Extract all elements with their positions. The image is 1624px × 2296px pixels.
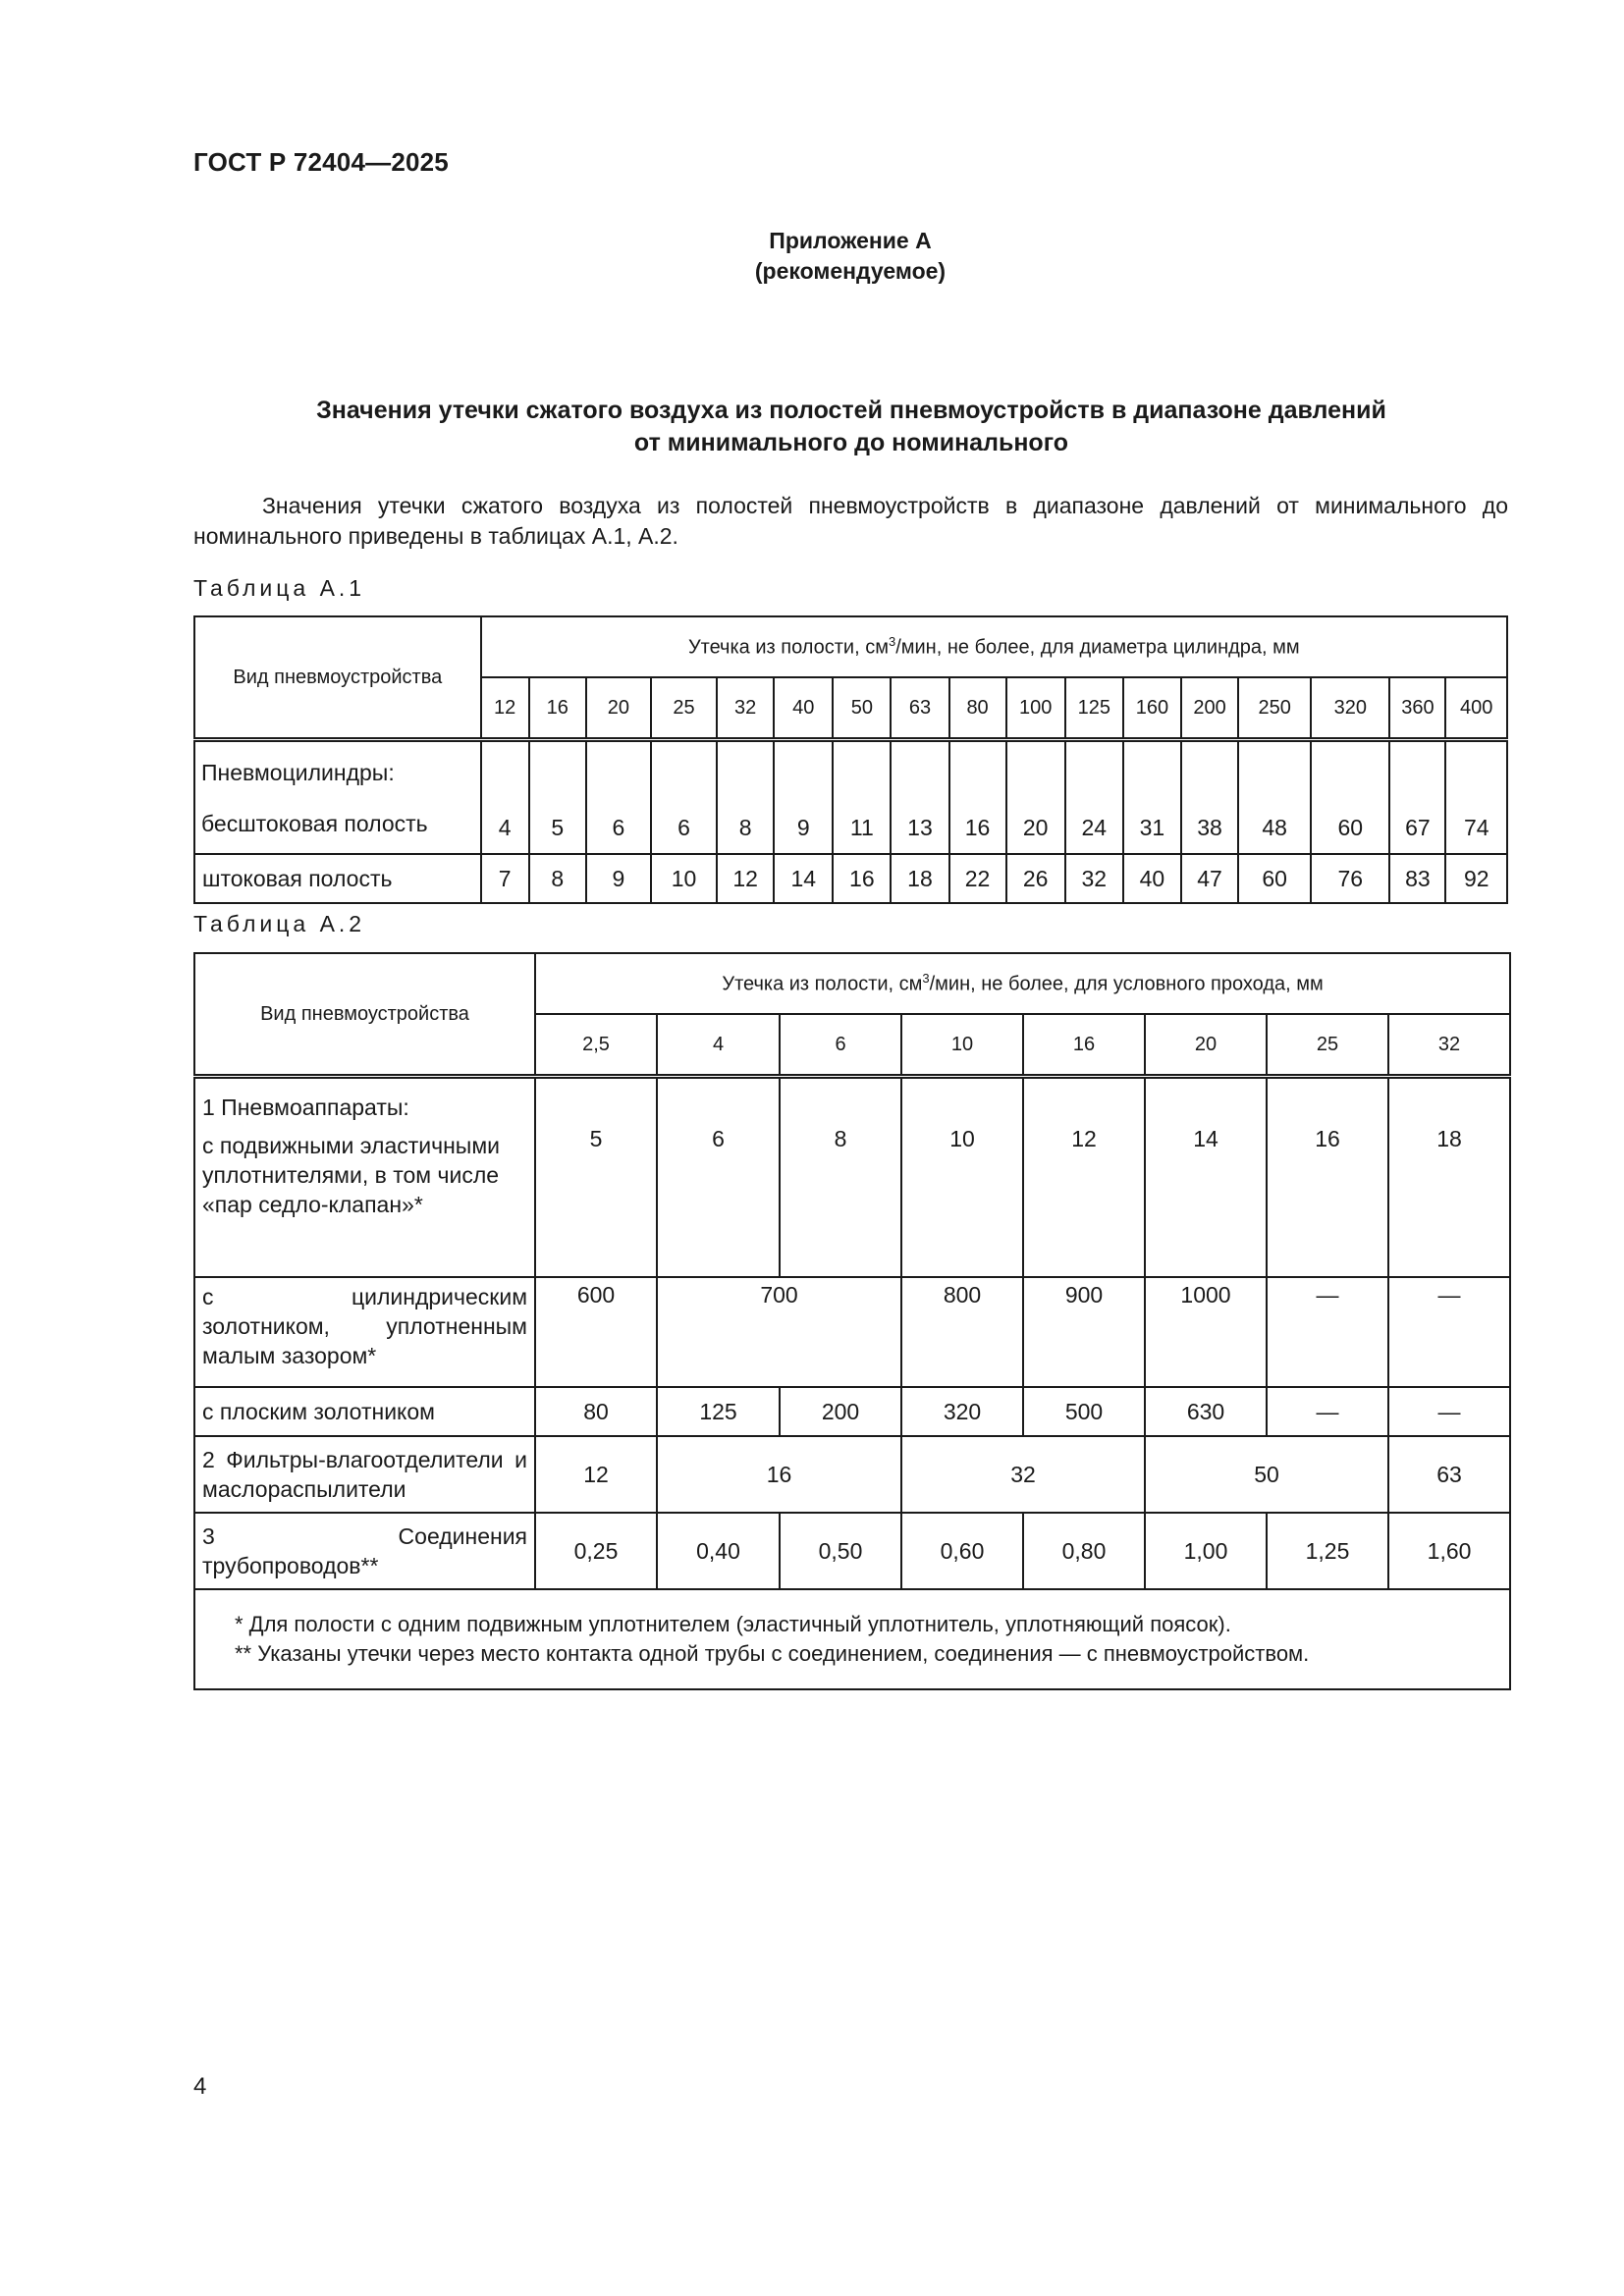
table-a1-diameter: 50 <box>833 677 891 740</box>
table-cell: — <box>1267 1277 1388 1387</box>
table-a1-caption: Таблица А.1 <box>193 575 366 601</box>
table-cell: 9 <box>586 854 651 903</box>
table-a1-diameter: 25 <box>651 677 717 740</box>
table-cell: 10 <box>651 854 717 903</box>
table-a2-row-label <box>194 1077 535 1278</box>
table-cell: 20 <box>1006 740 1065 855</box>
table-cell: 24 <box>1065 740 1123 855</box>
table-a1-group-label: Пневмоцилиндры: <box>201 759 395 785</box>
table-cell: 6 <box>651 740 717 855</box>
table-cell: 1,25 <box>1267 1513 1388 1589</box>
table-a2-row3-label: с плоским золотником <box>194 1387 535 1436</box>
table-cell: 80 <box>535 1387 657 1436</box>
table-a2-row1-label-line: «пар седло-клапан»* <box>202 1192 423 1217</box>
table-cell: 8 <box>780 1077 901 1278</box>
table-a2-row1-label-line: с подвижными эластичными <box>202 1133 500 1158</box>
table-a2-passage: 32 <box>1388 1014 1510 1077</box>
table-a2-passage: 20 <box>1145 1014 1267 1077</box>
table-cell: 11 <box>833 740 891 855</box>
table-cell: 18 <box>1388 1077 1510 1278</box>
main-title-line-1: Значения утечки сжатого воздуха из полостей пневмоустройств в диапазоне давлений <box>316 397 1386 424</box>
table-cell: 16 <box>949 740 1006 855</box>
table-a2-row4-label: 2 Фильтры-влагоотделители и маслораспылители <box>194 1436 535 1513</box>
table-row <box>194 1387 1510 1436</box>
table-a1-diameter: 200 <box>1181 677 1238 740</box>
main-title-line-2: от минимального до номинального <box>633 429 1069 456</box>
table-cell: 630 <box>1145 1387 1267 1436</box>
table-cell: 0,25 <box>535 1513 657 1589</box>
table-a1-diameter: 63 <box>891 677 948 740</box>
table-cell: 16 <box>1267 1077 1388 1278</box>
table-cell: 47 <box>1181 854 1238 903</box>
table-cell: 12 <box>1023 1077 1145 1278</box>
table-a2-row2-label: с цилиндрическим золотником, уплотненным малым зазором* <box>194 1277 535 1387</box>
table-a2-row5-label: 3 Соединения трубопроводов** <box>194 1513 535 1589</box>
table-a1-diameter: 32 <box>717 677 774 740</box>
table-cell: 60 <box>1238 854 1311 903</box>
table-a1-diameter: 100 <box>1006 677 1065 740</box>
table-cell: 0,50 <box>780 1513 901 1589</box>
appendix-heading <box>0 226 1624 287</box>
table-cell: 1,60 <box>1388 1513 1510 1589</box>
table-a1-diameter: 12 <box>481 677 529 740</box>
table-row <box>194 1277 1510 1387</box>
appendix-status: (рекомендуемое) <box>754 258 947 284</box>
table-a2-group-header: Утечка из полости, $см^3$/мин, не более, для условного прохода, мм <box>535 953 1510 1014</box>
table-cell: 4 <box>481 740 529 855</box>
table-cell: 6 <box>657 1077 780 1278</box>
table-a1-row-label <box>194 740 481 855</box>
table-cell: 800 <box>901 1277 1023 1387</box>
table-notes <box>194 1589 1510 1689</box>
table-row <box>194 854 1507 903</box>
table-cell: 900 <box>1023 1277 1145 1387</box>
table-cell: 10 <box>901 1077 1023 1278</box>
table-cell: 320 <box>901 1387 1023 1436</box>
table-cell: 22 <box>949 854 1006 903</box>
table-a1-diameter: 80 <box>949 677 1006 740</box>
table-row <box>194 740 1507 855</box>
table-cell: 74 <box>1445 740 1507 855</box>
table-a2-passage: 6 <box>780 1014 901 1077</box>
table-row <box>194 1436 1510 1513</box>
table-cell: 63 <box>1388 1436 1510 1513</box>
table-cell: 14 <box>774 854 833 903</box>
table-cell: 60 <box>1311 740 1389 855</box>
table-a2-caption: Таблица А.2 <box>193 911 366 936</box>
table-cell: 200 <box>780 1387 901 1436</box>
table-a2-passage: 16 <box>1023 1014 1145 1077</box>
table-cell: 18 <box>891 854 948 903</box>
table-cell: 500 <box>1023 1387 1145 1436</box>
table-cell: 0,60 <box>901 1513 1023 1589</box>
table-cell: 5 <box>535 1077 657 1278</box>
table-a1-row-label-rodless: бесштоковая полость <box>201 810 428 836</box>
table-a2-passage: 4 <box>657 1014 780 1077</box>
document-code: ГОСТ Р 72404—2025 <box>193 147 449 177</box>
table-a1-row-header: Вид пневмоустройства <box>194 616 481 740</box>
table-cell: 7 <box>481 854 529 903</box>
table-note: * Для полости с одним подвижным уплотнителем (эластичный уплотнитель, уплотняющий поясок). <box>235 1612 1231 1636</box>
table-cell: 83 <box>1389 854 1445 903</box>
table-a2-passage: 25 <box>1267 1014 1388 1077</box>
table-cell: 14 <box>1145 1077 1267 1278</box>
table-a2-passage: 2,5 <box>535 1014 657 1077</box>
table-cell: 92 <box>1445 854 1507 903</box>
table-cell: 12 <box>535 1436 657 1513</box>
table-cell: 76 <box>1311 854 1389 903</box>
table-a1-diameter: 400 <box>1445 677 1507 740</box>
table-a1 <box>193 615 1508 904</box>
table-cell: 48 <box>1238 740 1311 855</box>
table-a2-row-header: Вид пневмоустройства <box>194 953 535 1077</box>
table-cell: 32 <box>1065 854 1123 903</box>
table-a2-passage: 10 <box>901 1014 1023 1077</box>
table-a1-diameter: 250 <box>1238 677 1311 740</box>
table-cell: 13 <box>891 740 948 855</box>
table-cell: 125 <box>657 1387 780 1436</box>
table-cell: 16 <box>657 1436 901 1513</box>
table-a2-group1-label: 1 Пневмоаппараты: <box>202 1095 409 1120</box>
table-a1-diameter: 160 <box>1123 677 1181 740</box>
table-a1-row-label-rod: штоковая полость <box>194 854 481 903</box>
table-cell: — <box>1388 1387 1510 1436</box>
table-cell: — <box>1267 1387 1388 1436</box>
table-a1-diameter: 125 <box>1065 677 1123 740</box>
table-a1-diameter: 320 <box>1311 677 1389 740</box>
table-a1-diameter: 20 <box>586 677 651 740</box>
table-row <box>194 1513 1510 1589</box>
intro-paragraph: Значения утечки сжатого воздуха из полостей пневмоустройств в диапазоне давлений от минимального до номинального приведены в таблицах А.1, А.2. <box>193 493 1508 549</box>
table-a2-row1-label-line: уплотнителями, в том числе <box>202 1162 500 1188</box>
table-a1-diameter: 16 <box>529 677 586 740</box>
table-cell: 1,00 <box>1145 1513 1267 1589</box>
table-cell: 0,40 <box>657 1513 780 1589</box>
table-cell: 9 <box>774 740 833 855</box>
table-cell: 40 <box>1123 854 1181 903</box>
table-cell: 31 <box>1123 740 1181 855</box>
table-cell: 38 <box>1181 740 1238 855</box>
table-cell: 0,80 <box>1023 1513 1145 1589</box>
table-cell: 32 <box>901 1436 1145 1513</box>
table-cell: — <box>1388 1277 1510 1387</box>
table-cell: 8 <box>717 740 774 855</box>
table-row <box>194 1077 1510 1278</box>
table-cell: 5 <box>529 740 586 855</box>
main-title <box>193 395 1509 459</box>
table-a2 <box>193 952 1511 1690</box>
table-a1-group-header: Утечка из полости, $см^3$/мин, не более, для диаметра цилиндра, мм <box>481 616 1507 677</box>
table-a1-diameter: 40 <box>774 677 833 740</box>
table-a1-diameter: 360 <box>1389 677 1445 740</box>
table-cell: 6 <box>586 740 651 855</box>
table-cell: 16 <box>833 854 891 903</box>
table-cell: 26 <box>1006 854 1065 903</box>
table-notes-row <box>194 1589 1510 1689</box>
table-cell: 50 <box>1145 1436 1388 1513</box>
table-cell: 8 <box>529 854 586 903</box>
table-cell: 700 <box>657 1277 901 1387</box>
appendix-title: Приложение А <box>769 228 932 253</box>
table-cell: 600 <box>535 1277 657 1387</box>
table-note: ** Указаны утечки через место контакта одной трубы с соединением, соединения — с пневмоустройством. <box>235 1641 1310 1666</box>
table-cell: 12 <box>717 854 774 903</box>
page-number: 4 <box>193 2073 207 2100</box>
table-cell: 67 <box>1389 740 1445 855</box>
table-cell: 1000 <box>1145 1277 1267 1387</box>
